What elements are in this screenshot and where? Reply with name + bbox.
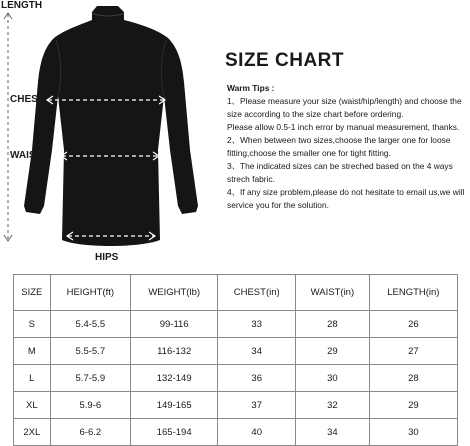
table-cell: 30 bbox=[296, 365, 370, 392]
column-header: CHEST(in) bbox=[218, 275, 296, 311]
table-cell: 5.4-5.5 bbox=[50, 311, 130, 338]
table-cell: 28 bbox=[296, 311, 370, 338]
table-cell: 37 bbox=[218, 392, 296, 419]
size-chart-title: SIZE CHART bbox=[225, 50, 344, 71]
table-cell: L bbox=[14, 365, 51, 392]
size-table bbox=[13, 274, 458, 446]
hips-label: HIPS bbox=[95, 252, 119, 263]
table-row bbox=[14, 311, 458, 338]
table-cell: 27 bbox=[369, 338, 457, 365]
tip-line: Please allow 0.5-1 inch error by manual measurement, thanks. bbox=[227, 122, 460, 132]
length-arrow bbox=[4, 13, 12, 241]
table-cell: 6-6.2 bbox=[50, 419, 130, 446]
table-cell: 29 bbox=[296, 338, 370, 365]
table-cell: 165-194 bbox=[131, 419, 218, 446]
warm-tips bbox=[227, 82, 470, 212]
table-cell: 33 bbox=[218, 311, 296, 338]
table-cell: 30 bbox=[369, 419, 457, 446]
table-row bbox=[14, 392, 458, 419]
table-cell: S bbox=[14, 311, 51, 338]
table-cell: 36 bbox=[218, 365, 296, 392]
tip-line: 4、If any size problem,please do not hesitate to email us,we will service you for the solution. bbox=[227, 187, 465, 210]
shirt-body bbox=[24, 6, 198, 246]
tips-heading: Warm Tips : bbox=[227, 83, 275, 93]
shirt-measurement-figure bbox=[0, 0, 215, 262]
waist-label: WAIST bbox=[10, 150, 42, 161]
tip-line: 3、The indicated sizes can be streched based on the 4 ways strech fabric. bbox=[227, 161, 453, 184]
column-header: WEIGHT(lb) bbox=[131, 275, 218, 311]
table-row bbox=[14, 365, 458, 392]
table-cell: 5.5-5.7 bbox=[50, 338, 130, 365]
table-cell: 32 bbox=[296, 392, 370, 419]
column-header: SIZE bbox=[14, 275, 51, 311]
column-header: HEIGHT(ft) bbox=[50, 275, 130, 311]
table-cell: 29 bbox=[369, 392, 457, 419]
column-header: LENGTH(in) bbox=[369, 275, 457, 311]
table-cell: XL bbox=[14, 392, 51, 419]
length-label: LENGTH bbox=[1, 0, 43, 11]
table-cell: 28 bbox=[369, 365, 457, 392]
table-header-row bbox=[14, 275, 458, 311]
table-cell: 34 bbox=[296, 419, 370, 446]
table-cell: 26 bbox=[369, 311, 457, 338]
table-cell: 116-132 bbox=[131, 338, 218, 365]
shirt-illustration bbox=[0, 0, 215, 262]
table-cell: 40 bbox=[218, 419, 296, 446]
table-cell: 132-149 bbox=[131, 365, 218, 392]
chest-label: CHEST bbox=[10, 94, 44, 105]
table-cell: 5.9-6 bbox=[50, 392, 130, 419]
table-row bbox=[14, 338, 458, 365]
column-header: WAIST(in) bbox=[296, 275, 370, 311]
table-row bbox=[14, 419, 458, 446]
table-cell: 149-165 bbox=[131, 392, 218, 419]
table-cell: 5.7-5.9 bbox=[50, 365, 130, 392]
table-cell: M bbox=[14, 338, 51, 365]
table-cell: 99-116 bbox=[131, 311, 218, 338]
table-cell: 34 bbox=[218, 338, 296, 365]
tip-line: 2、When between two sizes,choose the larger one for loose fitting,choose the smaller one for tight fitting. bbox=[227, 135, 451, 158]
tip-line: 1、Please measure your size (waist/hip/length) and choose the size according to the size chart before ordering. bbox=[227, 96, 462, 119]
table-cell: 2XL bbox=[14, 419, 51, 446]
